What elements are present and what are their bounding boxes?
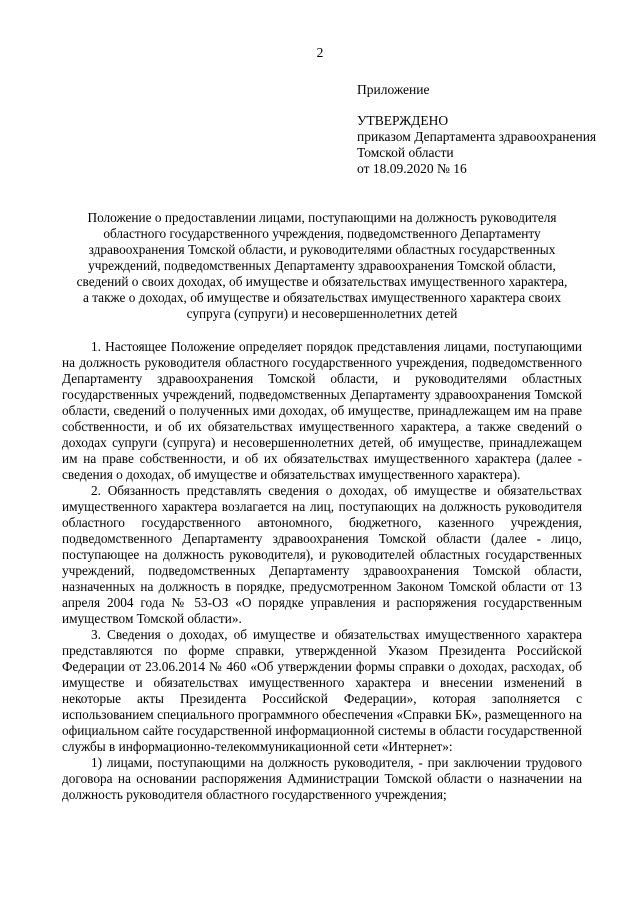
title-line: здравоохранения Томской области, и руководителями областных государственных	[88, 242, 556, 257]
approval-region-line: Томской области	[357, 145, 454, 160]
title-line: супруга (супруги) и несовершеннолетних детей	[186, 306, 458, 321]
document-body	[62, 339, 582, 803]
approved-stamp-text: УТВЕРЖДЕНО	[357, 113, 449, 128]
title-line: учреждений, подведомственных Департаменту здравоохранения Томской области,	[88, 258, 556, 273]
title-line: а также о доходах, об имуществе и обязательствах имущественного характера своих	[82, 290, 562, 305]
paragraph-2: 2. Обязанность представлять сведения о доходах, об имуществе и обязательствах имущественного характера возлагается на лиц, поступающих на должность руководителя областного государственного автономного, бюджетного, казенного учреждения, подведомственного Департаменту здравоохранения Томской области (далее - лицо, поступающее на должность руководителя), и руководителей областных государственных учреждений, подведомственных Департаменту здравоохранения Томской области, назначенных на должность в порядке, предусмотренном Законом Томской области от 13 апреля 2004 года № 53-ОЗ «О порядке управления и распоряжения государственным имуществом Томской области».	[62, 483, 582, 626]
page-number: 2	[316, 45, 324, 60]
appendix-label: Приложение	[357, 82, 430, 97]
approval-date-line: от 18.09.2020 № 16	[357, 161, 467, 176]
paragraph-3: 3. Сведения о доходах, об имуществе и обязательствах имущественного характера представляются по форме справки, утвержденной Указом Президента Российской Федерации от 23.06.2014 № 460 «Об утверждении формы справки о доходах, расходах, об имуществе и обязательствах имущественного характера и внесении изменений в некоторые акты Президента Российской Федерации», которая заполняется с использованием специального программного обеспечения «Справки БК», размещенного на официальном сайте государственной информационной системы в области государственной службы в информационно-телекоммуникационной сети «Интернет»:	[62, 627, 582, 754]
approval-order-line: приказом Департамента здравоохранения	[357, 129, 597, 144]
title-line: областного государственного учреждения, подведомственного Департаменту	[103, 226, 541, 241]
paragraph-1: 1. Настоящее Положение определяет порядок представления лицами, поступающими на должность руководителя областного государственного учреждения, подведомственного Департаменту здравоохранения Томской области, и руководителями областных государственных учреждений, подведомственных Департаменту здравоохранения Томской области, сведений о полученных ими доходах, об имуществе, принадлежащем им на праве собственности, и об их обязательствах имущественного характера, а также сведений о доходах супруги (супруга) и несовершеннолетних детей, об имуществе, принадлежащем им на праве собственности, и об их обязательствах имущественного характера (далее - сведения о доходах, об имуществе и обязательствах имущественного характера).	[62, 339, 582, 482]
title-line: сведений о своих доходах, об имуществе и обязательствах имущественного характера,	[76, 274, 568, 289]
approval-block	[357, 82, 596, 177]
document-title	[62, 210, 582, 322]
paragraph-3-item-1: 1) лицами, поступающими на должность руководителя, - при заключении трудового договора на основании распоряжения Администрации Томской области о назначении на должность руководителя областного государственного учреждения;	[62, 755, 582, 802]
title-line: Положение о предоставлении лицами, поступающими на должность руководителя	[87, 210, 557, 225]
